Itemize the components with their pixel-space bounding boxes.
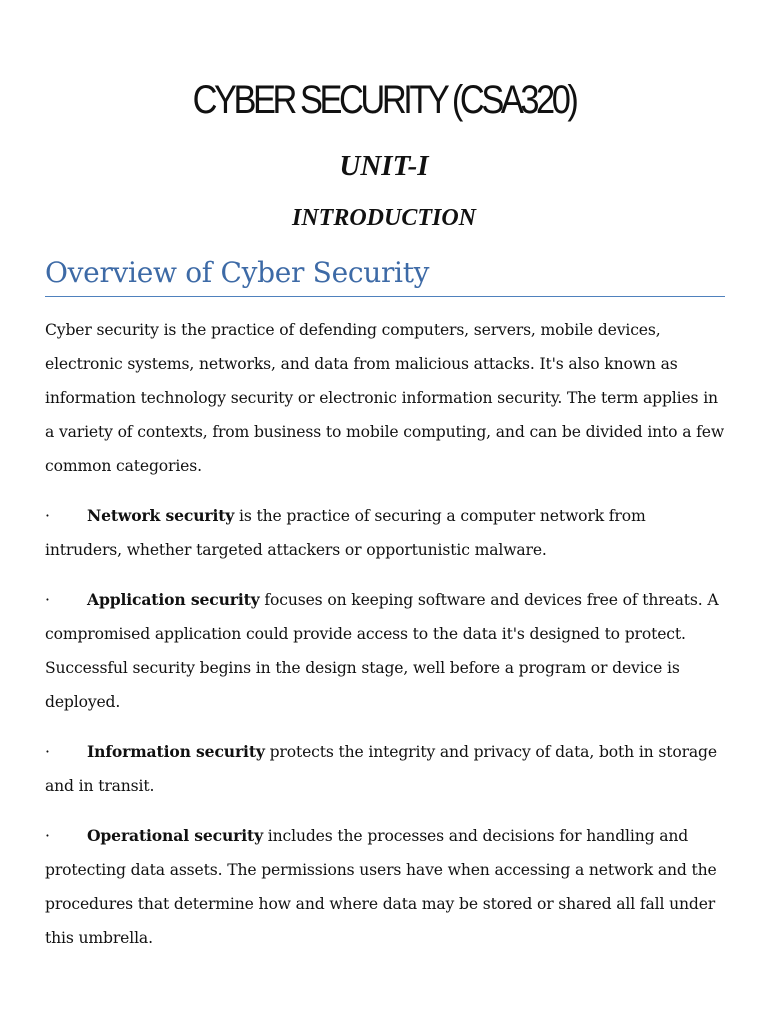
bullet-text: includes the processes and decisions for handling and protecting data assets. The permissions users have when accessing a network and the procedures that determine how and where data may be stored or shared all fall under this umbrella.	[45, 827, 717, 947]
bullet-marker: ·	[45, 827, 50, 845]
bullet-operational-security	[45, 819, 725, 955]
bullet-text: focuses on keeping software and devices free of threats. A compromised application could provide access to the data it's designed to protect. Successful security begins in the design stage, well before a program or device is deployed.	[45, 591, 719, 711]
unit-heading: UNIT-I	[339, 150, 429, 182]
bullet-marker: ·	[45, 591, 50, 609]
bullet-information-security	[45, 735, 725, 803]
bullet-term: Operational security	[87, 826, 263, 845]
bullet-text: protects the integrity and privacy of data, both in storage and in transit.	[45, 743, 717, 795]
bullet-term: Information security	[87, 742, 265, 761]
bullet-marker: ·	[45, 743, 50, 761]
bullet-application-security	[45, 583, 725, 719]
bullet-term: Application security	[87, 590, 260, 609]
section-heading: Overview of Cyber Security	[45, 252, 725, 297]
bullet-network-security	[45, 499, 725, 567]
document-title: CYBER SECURITY (CSA320)	[192, 78, 576, 122]
bullet-marker: ·	[45, 507, 50, 525]
intro-paragraph: Cyber security is the practice of defending computers, servers, mobile devices, electronic systems, networks, and data from malicious attacks. It's also known as information technology security or electronic information security. The term applies in a variety of contexts, from business to mobile computing, and can be divided into a few common categories.	[45, 321, 725, 475]
bullet-term: Network security	[87, 506, 235, 525]
document-body	[45, 313, 725, 955]
chapter-subtitle: INTRODUCTION	[291, 205, 476, 231]
bullet-text: is the practice of securing a computer network from intruders, whether targeted attackers or opportunistic malware.	[45, 507, 646, 559]
